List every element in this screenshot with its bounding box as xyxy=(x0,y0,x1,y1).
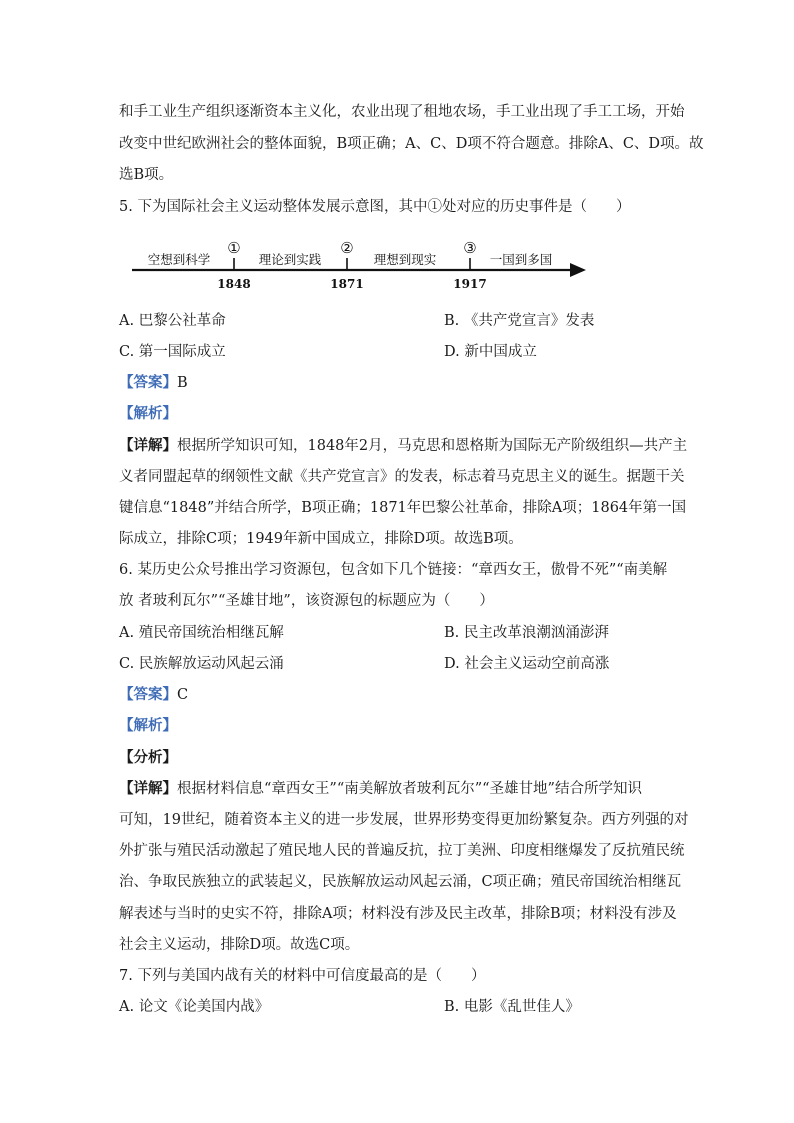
q5-stem: 5. 下为国际社会主义运动整体发展示意图，其中①处对应的历史事件是（ ） xyxy=(119,199,631,215)
q6-detail-line-6: 社会主义运动，排除D项。故选C项。 xyxy=(119,937,360,953)
q5-option-a: A. 巴黎公社革命 xyxy=(119,313,226,329)
q5-option-b: B. 《共产党宣言》发表 xyxy=(444,313,595,329)
intro-line-1: 和手工业生产组织逐渐资本主义化，农业出现了租地农场，手工业出现了手工工场，开始 xyxy=(119,104,685,120)
q6-fenxi-line xyxy=(119,748,177,768)
q5-detail-line-3: 键信息“1848”并结合所学，B项正确；1871年巴黎公社革命，排除A项；1864年第一国 xyxy=(119,500,687,516)
q6-detail-line-3: 外扩张与殖民活动激起了殖民地人民的普遍反抗，拉丁美洲、印度相继爆发了反抗殖民统 xyxy=(119,843,685,859)
timeline-segment-3: 理想到现实 xyxy=(373,252,437,267)
q5-answer-tag: 【答案】 xyxy=(119,374,177,391)
q5-detail-tag: 【详解】 xyxy=(119,437,177,454)
timeline-segment-2: 理论到实践 xyxy=(258,252,322,267)
intro-line-3: 选B项。 xyxy=(119,167,174,183)
q5-answer-value: B xyxy=(177,375,188,391)
q6-answer-line xyxy=(119,685,188,705)
q6-detail-line-4: 治、争取民族独立的武装起义，民族解放运动风起云涌，C项正确；殖民帝国统治相继瓦 xyxy=(119,874,682,890)
timeline-arrowhead xyxy=(570,263,586,277)
q7-option-a: A. 论文《论美国内战》 xyxy=(119,999,270,1015)
q5-analysis-tag: 【解析】 xyxy=(119,405,177,422)
timeline-svg xyxy=(128,236,598,296)
q5-option-d: D. 新中国成立 xyxy=(444,344,537,360)
q6-detail-line-1 xyxy=(119,779,642,799)
q6-detail-line-5: 解表述与当时的史实不符，排除A项；材料没有涉及民主改革，排除B项；材料没有涉及 xyxy=(119,906,677,922)
q6-stem-line-1: 6. 某历史公众号推出学习资源包，包含如下几个链接：“章西女王，傲骨不死”“南美解 xyxy=(119,562,668,578)
intro-line-2: 改变中世纪欧洲社会的整体面貌，B项正确；A、C、D项不符合题意。排除A、C、D项。故 xyxy=(119,136,704,152)
q6-answer-tag: 【答案】 xyxy=(119,686,177,703)
q6-answer-value: C xyxy=(177,687,189,703)
q7-stem: 7. 下列与美国内战有关的材料中可信度最高的是（ ） xyxy=(119,968,486,984)
q5-timeline-diagram xyxy=(128,236,598,296)
timeline-marker-3: ③ xyxy=(463,239,477,257)
timeline-marker-2: ② xyxy=(340,239,354,257)
q6-option-a: A. 殖民帝国统治相继瓦解 xyxy=(119,625,284,641)
q5-answer-line xyxy=(119,373,188,393)
timeline-marker-1: ① xyxy=(227,239,241,257)
q5-detail-line-1 xyxy=(119,436,687,456)
q6-analysis-tag: 【解析】 xyxy=(119,717,177,734)
q6-detail-text-1: 根据材料信息“章西女王”“南美解放者玻利瓦尔”“圣雄甘地”结合所学知识 xyxy=(177,781,642,797)
timeline-year-1: 1848 xyxy=(217,277,251,291)
q6-fenxi-tag: 【分析】 xyxy=(119,749,177,766)
q7-option-b: B. 电影《乱世佳人》 xyxy=(444,999,580,1015)
timeline-year-2: 1871 xyxy=(330,277,364,291)
q6-detail-tag: 【详解】 xyxy=(119,780,177,797)
timeline-segment-1: 空想到科学 xyxy=(147,252,211,267)
q5-analysis-line xyxy=(119,404,177,424)
q6-stem-line-2: 放 者玻利瓦尔”“圣雄甘地”，该资源包的标题应为（ ） xyxy=(119,593,494,609)
q6-option-b: B. 民主改革浪潮汹涌澎湃 xyxy=(444,625,609,641)
q6-detail-line-2: 可知，19世纪，随着资本主义的进一步发展，世界形势变得更加纷繁复杂。西方列强的对 xyxy=(119,812,689,828)
q5-detail-text-1: 根据所学知识可知，1848年2月，马克思和恩格斯为国际无产阶级组织—共产主 xyxy=(177,438,688,454)
q5-detail-line-4: 际成立，排除C项；1949年新中国成立，排除D项。故选B项。 xyxy=(119,531,523,547)
timeline-year-3: 1917 xyxy=(453,277,487,291)
q6-analysis-line xyxy=(119,716,177,736)
q6-option-d: D. 社会主义运动空前高涨 xyxy=(444,656,610,672)
timeline-segment-4: 一国到多国 xyxy=(489,252,553,267)
q5-detail-line-2: 义者同盟起草的纲领性文献《共产党宣言》的发表，标志着马克思主义的诞生。据题干关 xyxy=(119,469,685,485)
q5-option-c: C. 第一国际成立 xyxy=(119,344,226,360)
q6-option-c: C. 民族解放运动风起云涌 xyxy=(119,656,284,672)
